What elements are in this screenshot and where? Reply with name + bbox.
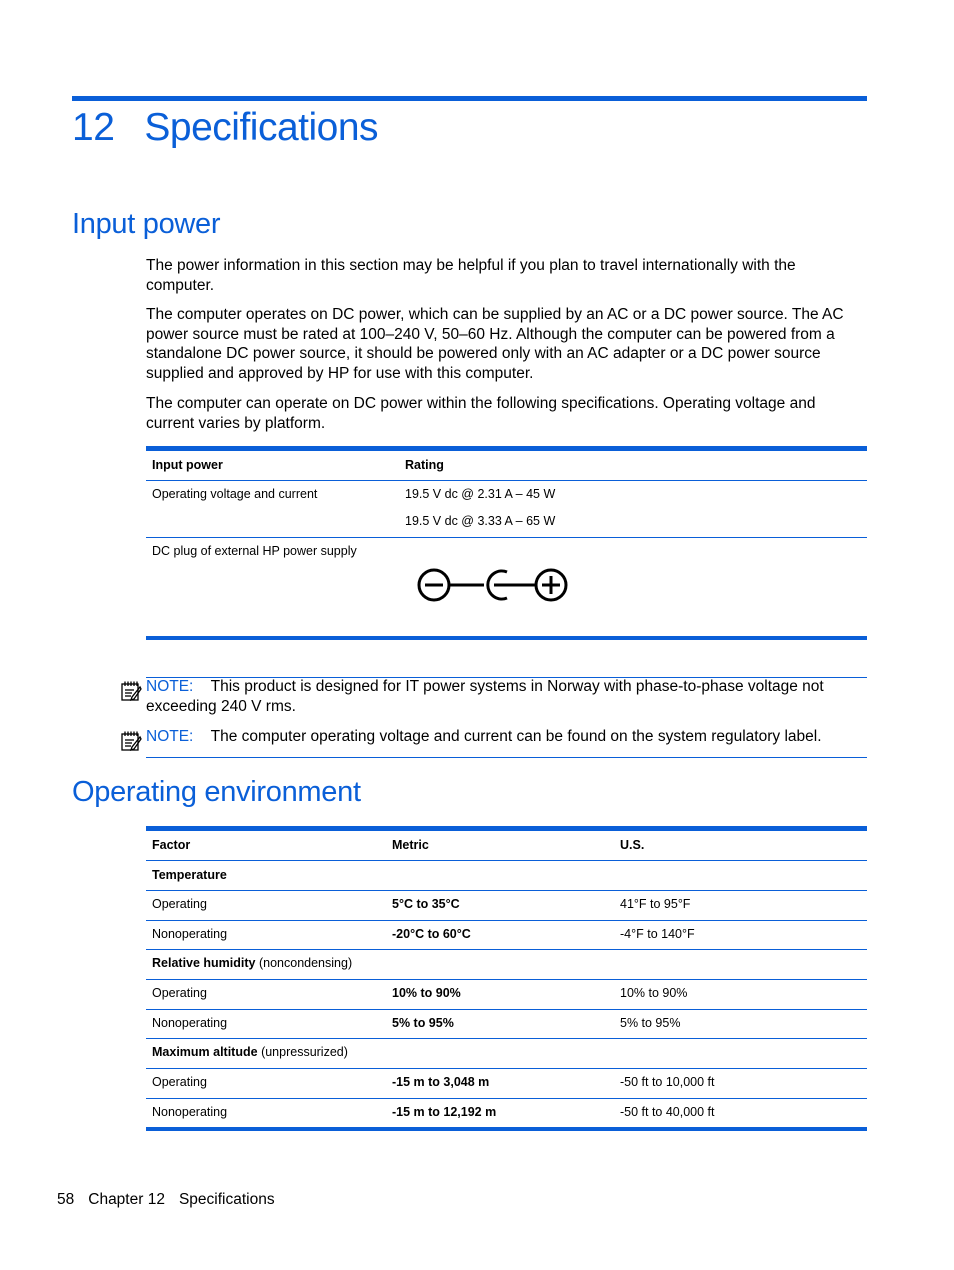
note-label: NOTE:	[146, 728, 194, 745]
note-icon	[120, 730, 142, 752]
env-row-divider	[146, 1098, 867, 1099]
footer-chapter: Chapter 12	[88, 1191, 165, 1208]
env-row-us: -4°F to 140°F	[620, 927, 695, 941]
input-table-divider	[146, 537, 867, 538]
env-row-metric: 5°C to 35°C	[392, 897, 460, 911]
env-row-metric: 5% to 95%	[392, 1016, 454, 1030]
input-power-para-2: The computer operates on DC power, which can be supplied by an AC or a DC power source. The AC power source must be rated at 100–240 V, 50–60 Hz. Although the computer can be powered from a standalone DC power source, it should be powered only with an AC adapter or a DC power source supplied and approved by HP for use with this computer.	[146, 306, 844, 382]
chapter-name: Specifications	[144, 106, 379, 149]
input-table-row1-value2: 19.5 V dc @ 3.33 A – 65 W	[405, 514, 556, 528]
input-table-header-col2: Rating	[405, 458, 444, 472]
env-row-label: Operating	[152, 1075, 207, 1089]
input-table-divider	[146, 480, 867, 481]
env-row-label: Nonoperating	[152, 1105, 228, 1119]
input-table-row1-label: Operating voltage and current	[152, 487, 318, 501]
chapter-number: 12	[72, 106, 115, 149]
env-row-divider	[146, 979, 867, 980]
note-2	[146, 727, 861, 747]
env-row-us: -50 ft to 40,000 ft	[620, 1105, 715, 1119]
env-row-divider	[146, 1038, 867, 1039]
env-row-divider	[146, 920, 867, 921]
env-row-divider	[146, 890, 867, 891]
input-table-row1-value1: 19.5 V dc @ 2.31 A – 45 W	[405, 487, 556, 501]
env-row-label: Nonoperating	[152, 1016, 228, 1030]
page-footer	[57, 1191, 289, 1209]
env-header-us: U.S.	[620, 838, 645, 852]
note-text: This product is designed for IT power systems in Norway with phase-to-phase voltage not exceeding 240 V rms.	[146, 678, 824, 715]
env-row-us: 41°F to 95°F	[620, 897, 691, 911]
note-label: NOTE:	[146, 678, 194, 695]
env-row-metric: -15 m to 3,048 m	[392, 1075, 490, 1089]
env-row-us: 5% to 95%	[620, 1016, 681, 1030]
chapter-title	[72, 106, 378, 150]
input-power-para-3: The computer can operate on DC power within the following specifications. Operating voltage and current varies by platform.	[146, 395, 816, 432]
operating-environment-heading: Operating environment	[72, 776, 361, 808]
input-table-header-col1: Input power	[152, 458, 223, 472]
env-row-metric: -20°C to 60°C	[392, 927, 471, 941]
env-row-divider	[146, 1068, 867, 1069]
env-table-bottom-rule	[146, 1127, 867, 1131]
env-group-temperature: Temperature	[152, 868, 227, 882]
env-row-divider	[146, 1009, 867, 1010]
env-table-top-rule	[146, 826, 867, 831]
note-icon	[120, 680, 142, 702]
env-group-altitude: Maximum altitude (unpressurized)	[152, 1045, 348, 1059]
note-1	[146, 677, 861, 716]
env-row-label: Nonoperating	[152, 927, 228, 941]
input-power-heading: Input power	[72, 208, 221, 240]
dc-plug-polarity-icon	[414, 566, 572, 604]
input-table-row2-label: DC plug of external HP power supply	[152, 544, 357, 558]
env-row-label: Operating	[152, 986, 207, 1000]
env-row-metric: 10% to 90%	[392, 986, 461, 1000]
chapter-rule	[72, 96, 867, 101]
input-table-top-rule	[146, 446, 867, 451]
footer-title: Specifications	[178, 1191, 275, 1208]
env-group-humidity: Relative humidity (noncondensing)	[152, 956, 353, 970]
env-header-metric: Metric	[392, 838, 429, 852]
page-number: 58	[57, 1191, 75, 1208]
env-header-factor: Factor	[152, 838, 191, 852]
env-row-label: Operating	[152, 897, 207, 911]
env-row-us: 10% to 90%	[620, 986, 688, 1000]
input-power-para-1: The power information in this section may be helpful if you plan to travel internationally with the computer.	[146, 257, 796, 294]
note-text: The computer operating voltage and current can be found on the system regulatory label.	[210, 728, 822, 745]
env-row-metric: -15 m to 12,192 m	[392, 1105, 497, 1119]
env-row-divider	[146, 860, 867, 861]
env-row-us: -50 ft to 10,000 ft	[620, 1075, 715, 1089]
input-table-bottom-rule	[146, 636, 867, 640]
env-row-divider	[146, 949, 867, 950]
note-bottom-rule	[146, 757, 867, 758]
